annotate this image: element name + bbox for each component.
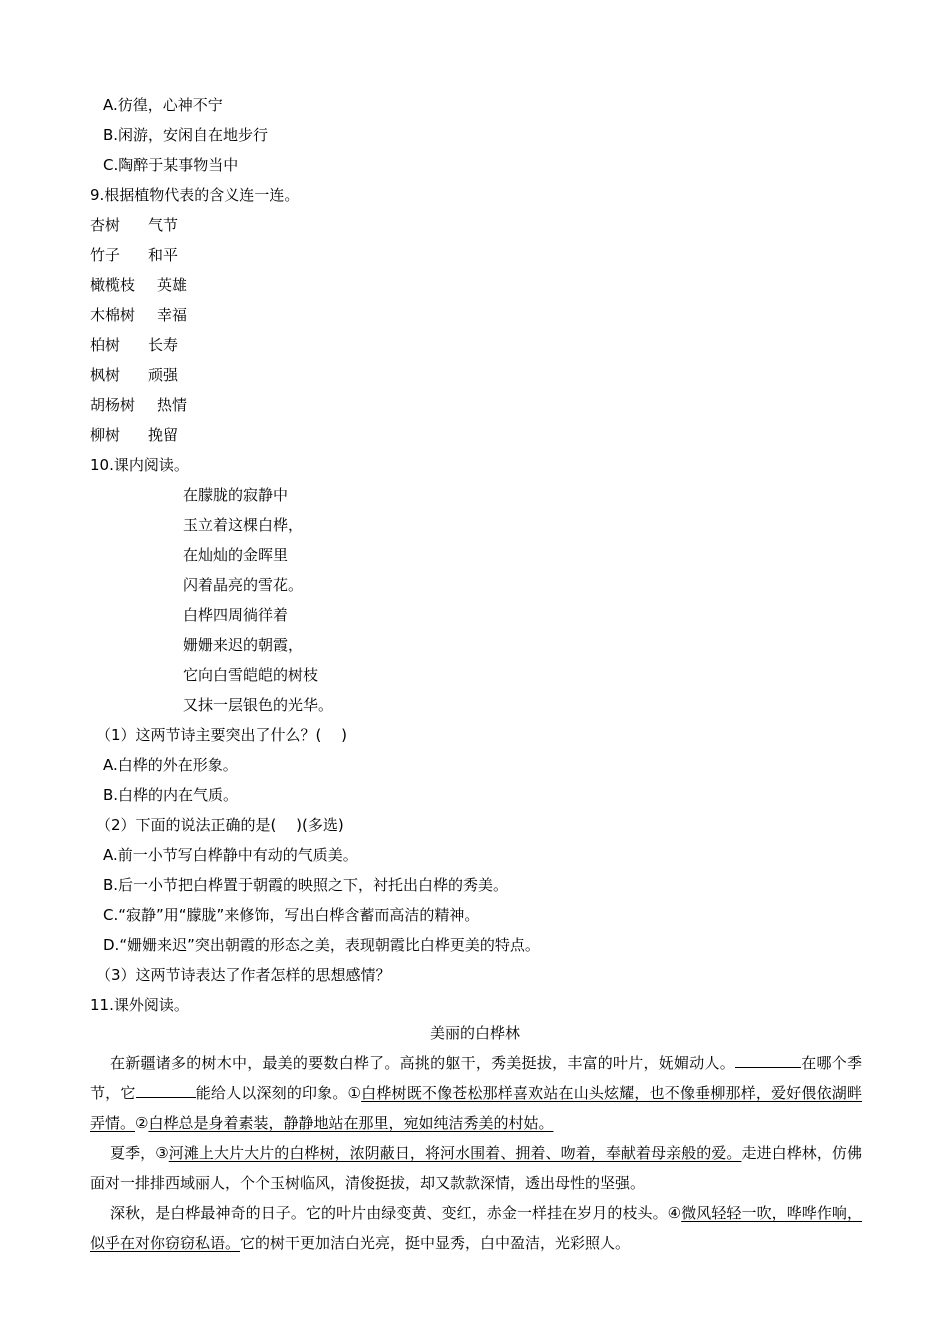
q9-meaning: 长寿 — [148, 336, 179, 354]
q8-option-a: A.彷徨，心神不宁 — [103, 96, 223, 114]
q9-meaning: 顽强 — [148, 366, 179, 384]
q9-pair — [0, 215, 178, 235]
underlined-sentence-2: 白桦总是身着素装，静静地站在那里，宛如纯洁秀美的村姑。 — [148, 1114, 554, 1132]
p3-text: 它的树干更加洁白光亮，挺中显秀，白中盈洁，光彩照人。 — [240, 1234, 631, 1252]
q10-sub1: （1）这两节诗主要突出了什么？( ) — [96, 726, 348, 744]
p1-text: 在新疆诸多的树木中，最美的要数白桦了。高挑的躯干，秀美挺拔，丰富的叶片，妩媚动人。 — [110, 1054, 735, 1072]
poem-line: 在朦胧的寂静中 — [183, 486, 289, 504]
q9-meaning: 气节 — [148, 216, 179, 234]
q9-pair — [0, 425, 178, 445]
p1-text: 在哪个季节，它 — [90, 1054, 862, 1102]
blank-1[interactable] — [735, 1051, 801, 1068]
poem-line: 又抹一层银色的光华。 — [183, 696, 334, 714]
q9-plant: 杏树 — [90, 216, 121, 234]
article-title: 美丽的白桦林 — [429, 1024, 520, 1042]
article-paragraph-2 — [90, 1138, 862, 1198]
q8-option-b: B.闲游，安闲自在地步行 — [103, 126, 269, 144]
poem-line: 姗姗来迟的朝霞， — [183, 636, 304, 654]
blank-2[interactable] — [136, 1081, 196, 1098]
q10-sub2-option-a: A.前一小节写白桦静中有动的气质美。 — [103, 846, 358, 864]
q10-sub2: （2）下面的说法正确的是( )(多选) — [96, 816, 344, 834]
article-paragraph-3 — [90, 1198, 862, 1258]
p1-text: ② — [135, 1114, 149, 1132]
q8-option-c: C.陶醉于某事物当中 — [103, 156, 239, 174]
q9-plant: 胡杨树 — [90, 396, 136, 414]
q10-title: 10.课内阅读。 — [90, 456, 189, 474]
q9-plant: 竹子 — [90, 246, 121, 264]
q10-sub2-option-d: D.“姗姗来迟”突出朝霞的形态之美，表现朝霞比白桦更美的特点。 — [103, 936, 540, 954]
p3-text: 深秋，是白桦最神奇的日子。它的叶片由绿变黄、变红，赤金一样挂在岁月的枝头。④ — [110, 1204, 682, 1222]
q10-sub2-option-c: C.“寂静”用“朦胧”来修饰，写出白桦含蓄而高洁的精神。 — [103, 906, 480, 924]
q9-plant: 柳树 — [90, 426, 121, 444]
p1-text: 能给人以深刻的印象。① — [195, 1084, 362, 1102]
p2-text: 走进白桦林，仿佛面对一排排西域丽人，个个玉树临风，清俊挺拔，却又款款深情，透出母性的坚强。 — [90, 1144, 862, 1192]
underlined-sentence-3: 河滩上大片大片的白桦树，浓阴蔽日，将河水围着、拥着、吻着，奉献着母亲般的爱。 — [168, 1144, 742, 1162]
q9-meaning: 热情 — [157, 396, 188, 414]
poem-line: 它向白雪皑皑的树枝 — [183, 666, 319, 684]
q9-plant: 柏树 — [90, 336, 121, 354]
q9-plant: 橄榄枝 — [90, 276, 136, 294]
poem-line: 玉立着这棵白桦， — [183, 516, 304, 534]
article-paragraph-1 — [90, 1048, 862, 1138]
q9-pair — [0, 245, 178, 265]
q10-sub3: （3）这两节诗表达了作者怎样的思想感情？ — [96, 966, 391, 984]
underlined-sentence-4: 微风轻轻一吹，哗哗作响，似乎在对你窃窃私语。 — [90, 1204, 862, 1252]
q9-meaning: 挽留 — [148, 426, 179, 444]
poem-line: 闪着晶亮的雪花。 — [183, 576, 304, 594]
q10-sub2-option-b: B.后一小节把白桦置于朝霞的映照之下，衬托出白桦的秀美。 — [103, 876, 509, 894]
poem-line: 在灿灿的金晖里 — [183, 546, 289, 564]
q9-title: 9.根据植物代表的含义连一连。 — [90, 186, 300, 204]
q9-pair — [0, 305, 187, 325]
q10-sub1-option-a: A.白桦的外在形象。 — [103, 756, 238, 774]
p2-text: 夏季，③ — [110, 1144, 169, 1162]
q9-meaning: 幸福 — [157, 306, 188, 324]
q9-pair — [0, 365, 178, 385]
q9-pair — [0, 335, 178, 355]
q9-meaning: 和平 — [148, 246, 179, 264]
q11-title: 11.课外阅读。 — [90, 996, 189, 1014]
underlined-sentence-1: 白桦树既不像苍松那样喜欢站在山头炫耀，也不像垂柳那样，爱好偎依湖畔弄情。 — [90, 1084, 862, 1132]
q9-plant: 木棉树 — [90, 306, 136, 324]
poem-line: 白桦四周徜徉着 — [183, 606, 289, 624]
q9-pair — [0, 275, 187, 295]
q10-sub1-option-b: B.白桦的内在气质。 — [103, 786, 239, 804]
q9-plant: 枫树 — [90, 366, 121, 384]
q9-pair — [0, 395, 187, 415]
q9-meaning: 英雄 — [157, 276, 188, 294]
